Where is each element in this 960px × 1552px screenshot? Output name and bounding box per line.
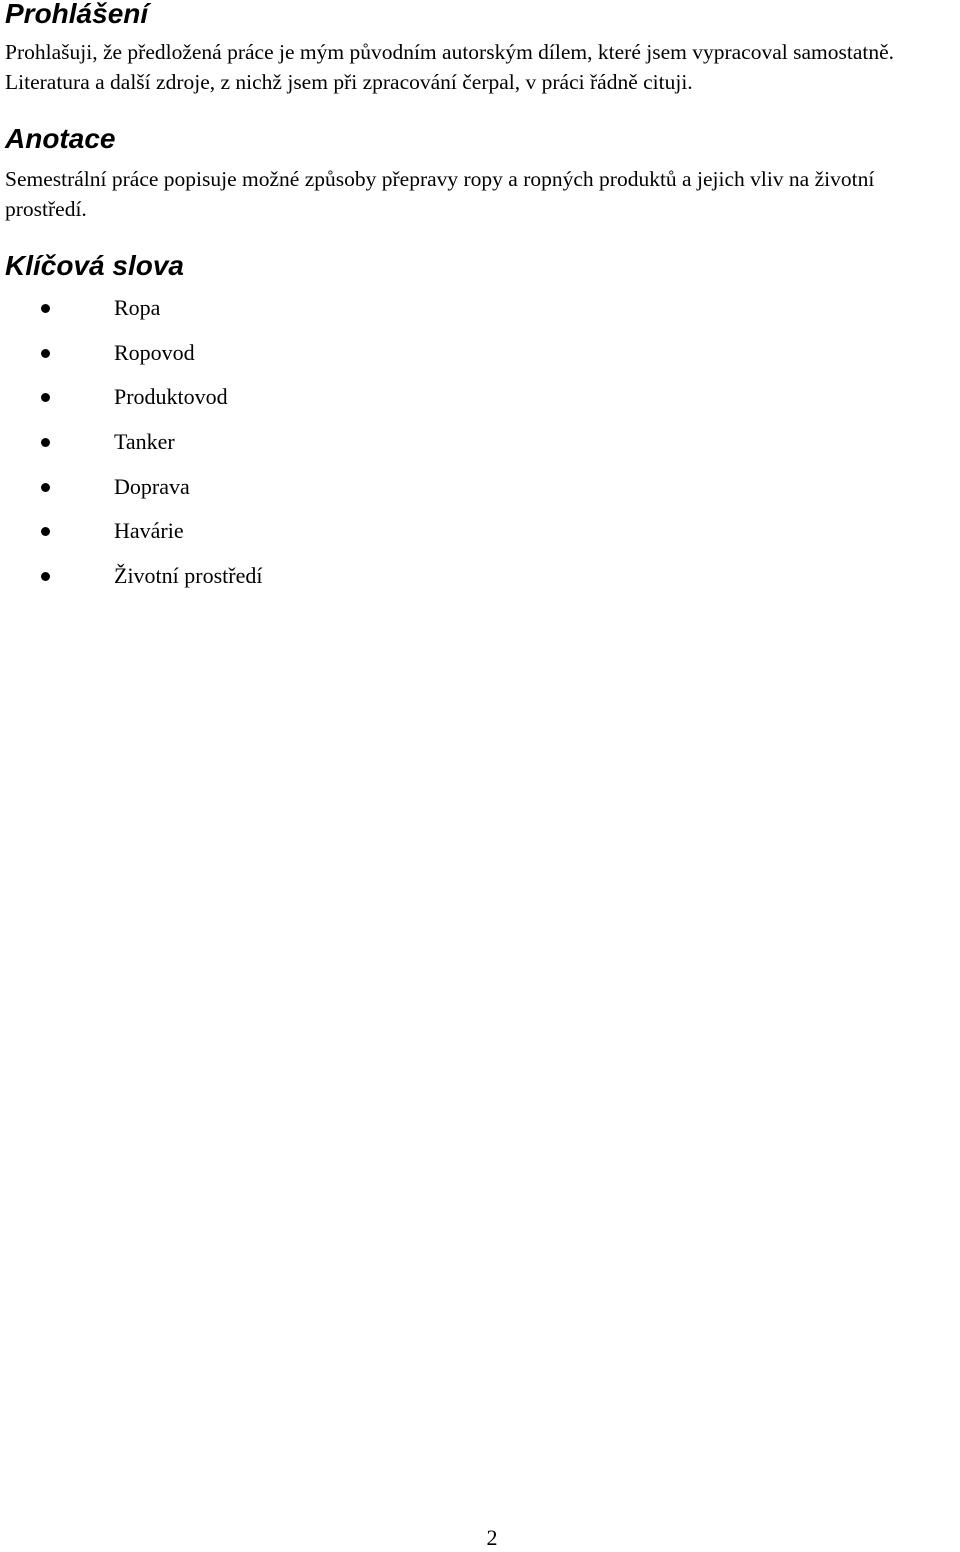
bullet-icon: [41, 349, 50, 358]
keyword-text: Produktovod: [114, 384, 228, 410]
keyword-text: Ropovod: [114, 339, 195, 365]
annotation-text: Semestrální práce popisuje možné způsoby přepravy ropy a ropných produktů a jejich vliv na životní prostředí.: [5, 167, 875, 221]
bullet-icon: [41, 438, 50, 447]
keyword-item: [0, 333, 262, 378]
keyword-text: Životní prostředí: [114, 563, 263, 589]
keyword-item: [0, 377, 262, 422]
declaration-heading: Prohlášení: [5, 0, 149, 29]
bullet-icon: [41, 527, 50, 536]
bullet-icon: [41, 393, 50, 402]
keyword-text: Ropa: [114, 295, 161, 320]
keyword-text: Tanker: [114, 429, 175, 455]
page-number: 2: [486, 1525, 498, 1550]
bullet-icon: [41, 483, 50, 492]
keyword-item: [0, 422, 262, 467]
keyword-item: [0, 556, 262, 601]
keyword-text: Doprava: [114, 473, 190, 499]
keyword-item: [0, 288, 262, 333]
declaration-text: Prohlašuji, že předložená práce je mým původním autorským dílem, které jsem vypracoval samostatně. Literatura a další zdroje, z nichž jsem při zpracování čerpal, v práci řádně cituji.: [5, 40, 895, 94]
keyword-item: [0, 511, 262, 556]
bullet-icon: [41, 304, 50, 313]
keywords-list: [0, 288, 262, 601]
annotation-heading: Anotace: [5, 123, 116, 154]
keyword-text: Havárie: [114, 518, 184, 544]
bullet-icon: [41, 572, 50, 581]
keywords-heading: Klíčová slova: [5, 250, 184, 281]
keyword-item: [0, 467, 262, 512]
